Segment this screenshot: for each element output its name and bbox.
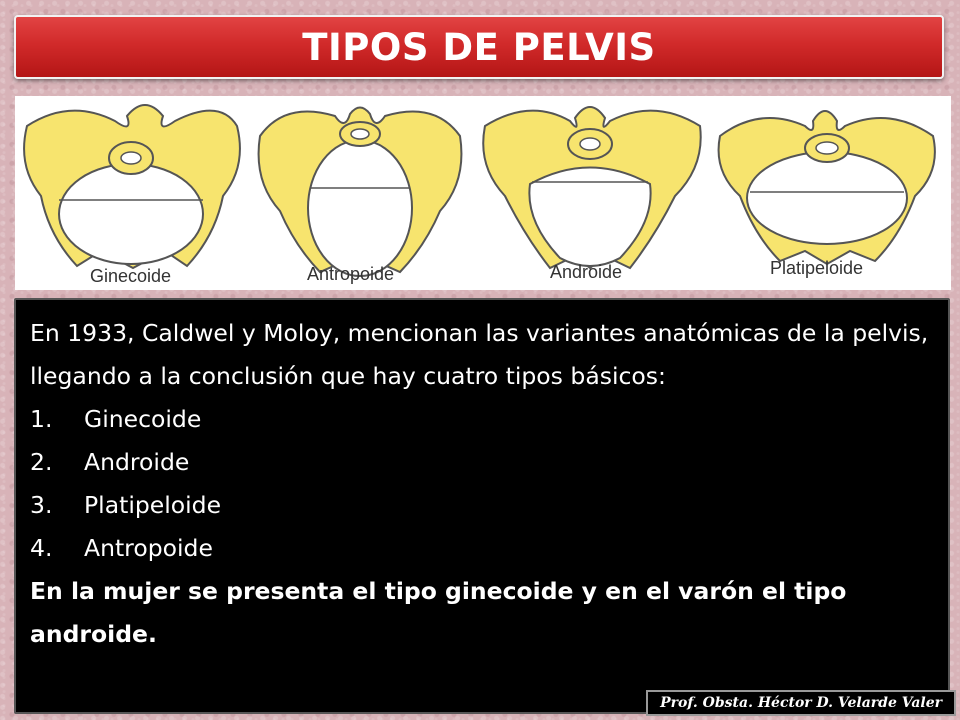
pelvis-type-list bbox=[30, 398, 934, 570]
conclusion-text: En la mujer se presenta el tipo ginecoide y en el varón el tipo androide. bbox=[30, 577, 847, 648]
list-label: Androide bbox=[84, 448, 190, 476]
label-androide: Androide bbox=[550, 262, 623, 282]
list-label: Platipeloide bbox=[84, 491, 222, 519]
label-antropoide: Antropoide bbox=[307, 264, 395, 284]
intro-paragraph: En 1933, Caldwel y Moloy, mencionan las variantes anatómicas de la pelvis, llegando a la conclusión que hay cuatro tipos básicos: bbox=[30, 319, 929, 390]
slide-title: TIPOS DE PELVIS bbox=[14, 15, 944, 79]
list-number: 4. bbox=[30, 534, 53, 562]
label-platipeloide: Platipeloide bbox=[770, 258, 864, 278]
pelvis-gynecoid bbox=[24, 105, 240, 268]
content-box bbox=[14, 298, 950, 714]
list-item bbox=[30, 398, 934, 441]
list-item bbox=[30, 527, 934, 570]
pelvis-android bbox=[483, 107, 700, 268]
author-credit: Prof. Obsta. Héctor D. Velarde Valer bbox=[646, 690, 956, 716]
list-label: Ginecoide bbox=[84, 405, 202, 433]
list-item bbox=[30, 441, 934, 484]
list-label: Antropoide bbox=[84, 534, 213, 562]
list-item bbox=[30, 484, 934, 527]
list-number: 3. bbox=[30, 491, 53, 519]
label-ginecoide: Ginecoide bbox=[90, 266, 172, 286]
pelvis-platypelloid bbox=[719, 111, 935, 264]
pelvis-illustration bbox=[15, 96, 951, 290]
pelvis-anthropoid bbox=[259, 108, 462, 277]
list-number: 1. bbox=[30, 405, 53, 433]
pelvis-types-figure bbox=[15, 96, 951, 290]
list-number: 2. bbox=[30, 448, 53, 476]
